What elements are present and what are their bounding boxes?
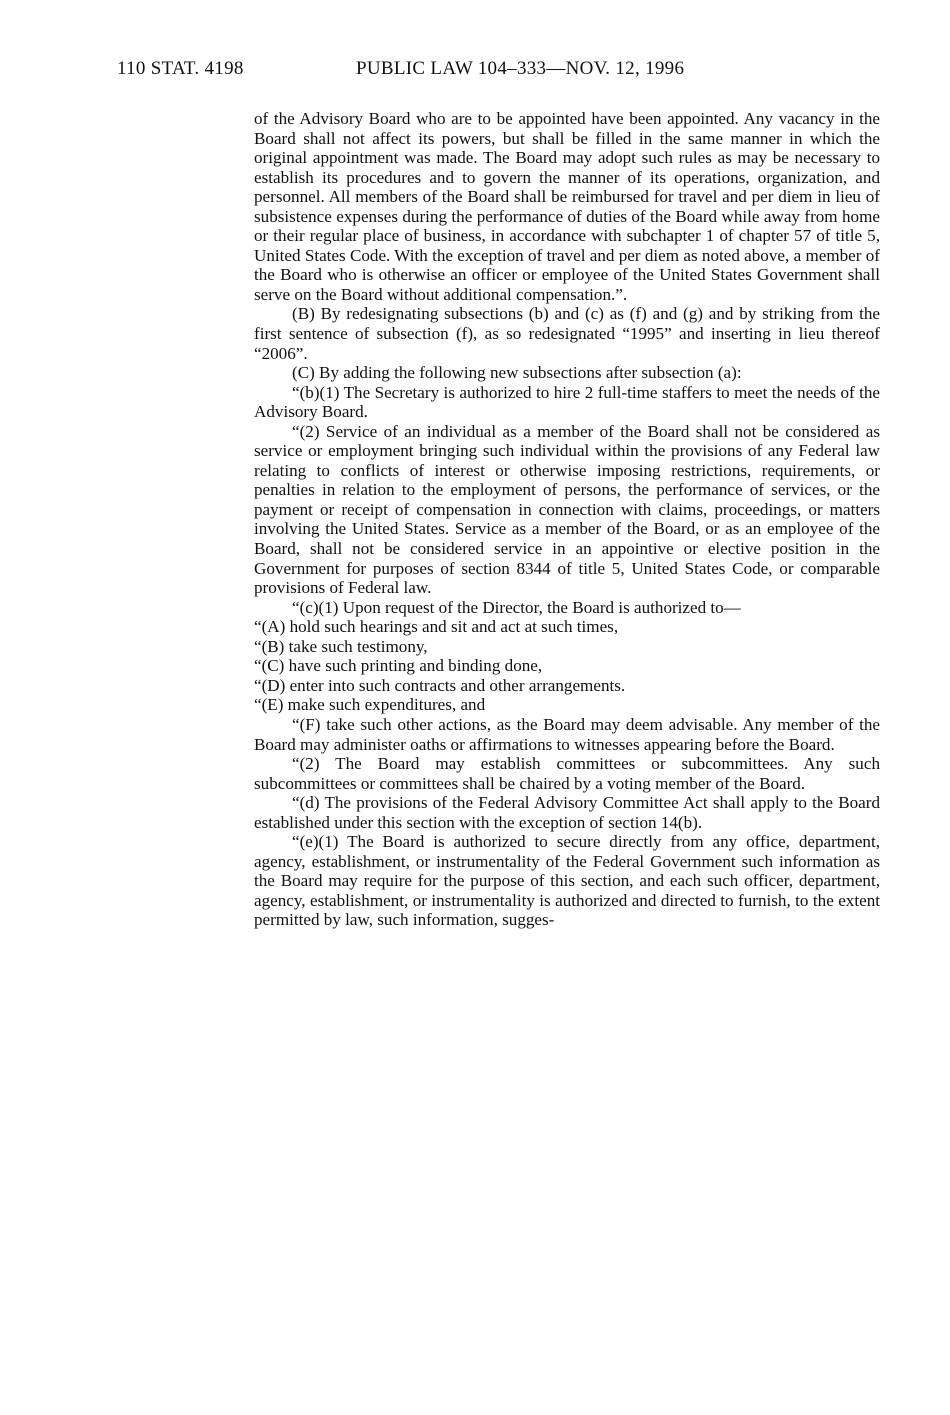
list-item-a-hearings: “(A) hold such hearings and sit and act at such times, <box>254 617 619 637</box>
paragraph-d-faca: “(d) The provisions of the Federal Advisory Committee Act shall apply to the Board established under this section with the exception of section 14(b). <box>254 793 880 832</box>
paragraph-b-redesignating: (B) By redesignating subsections (b) and (c) as (f) and (g) and by striking from the first sentence of subsection (f), as so redesignated “1995” and inserting in lieu thereof “2006”. <box>254 304 880 363</box>
paragraph-advisory-board-continued: of the Advisory Board who are to be appointed have been appointed. Any vacancy in the Board shall not affect its powers, but shall be filled in the same manner in which the original appointment was made. The Board may adopt such rules as may be necessary to establish its procedures and to govern the manner of its operations, organization, and personnel. All members of the Board shall be reimbursed for travel and per diem in lieu of subsistence expenses during the performance of duties of the Board while away from home or their regular place of business, in accordance with subchapter 1 of chapter 57 of title 5, United States Code. With the exception of travel and per diem as noted above, a member of the Board who is otherwise an officer or employee of the United States Government shall serve on the Board without additional compensation.”. <box>254 109 880 304</box>
paragraph-c-adding-subsections: (C) By adding the following new subsections after subsection (a): <box>292 363 742 383</box>
list-item-d-contracts: “(D) enter into such contracts and other arrangements. <box>254 675 626 695</box>
list-item-e-expenditures: “(E) make such expenditures, and <box>254 695 486 715</box>
body-text <box>254 109 880 930</box>
list-item-b-testimony: “(B) take such testimony, <box>254 636 428 656</box>
paragraph-b1-staffers: “(b)(1) The Secretary is authorized to hire 2 full-time staffers to meet the needs of the Advisory Board. <box>254 382 880 422</box>
list-item-c-printing: “(C) have such printing and binding done, <box>254 656 543 676</box>
list-item-f-other-actions: “(F) take such other actions, as the Board may deem advisable. Any member of the Board may administer oaths or affirmations to witnesses appearing before the Board. <box>254 714 880 754</box>
page-number: 110 STAT. 4198 <box>117 58 244 79</box>
running-head: PUBLIC LAW 104–333—NOV. 12, 1996 <box>356 58 685 79</box>
paragraph-c2-committees: “(2) The Board may establish committees or subcommittees. Any such subcommittees or committees shall be chaired by a voting member of the Board. <box>254 754 880 793</box>
page-header <box>117 58 830 84</box>
paragraph-b2-service: “(2) Service of an individual as a member of the Board shall not be considered as service or employment bringing such individual within the provisions of any Federal law relating to conflicts of interest or otherwise imposing restrictions, requirements, or penalties in relation to the employment of persons, the performance of services, or the payment or receipt of compensation in connection with claims, proceedings, or matters involving the United States. Service as a member of the Board, or as an employee of the Board, shall not be considered service in an appointive or elective position in the Government for purposes of section 8344 of title 5, United States Code, or comparable provisions of Federal law. <box>254 421 880 598</box>
paragraph-e1-information: “(e)(1) The Board is authorized to secure directly from any office, department, agency, establishment, or instrumentality of the Federal Government such information as the Board may require for the purpose of this section, and each such officer, department, agency, establishment, or instrumentality is authorized and directed to furnish, to the extent permitted by law, such information, sugges- <box>254 832 880 930</box>
paragraph-c1-upon-request: “(c)(1) Upon request of the Director, the Board is authorized to— <box>292 597 741 617</box>
